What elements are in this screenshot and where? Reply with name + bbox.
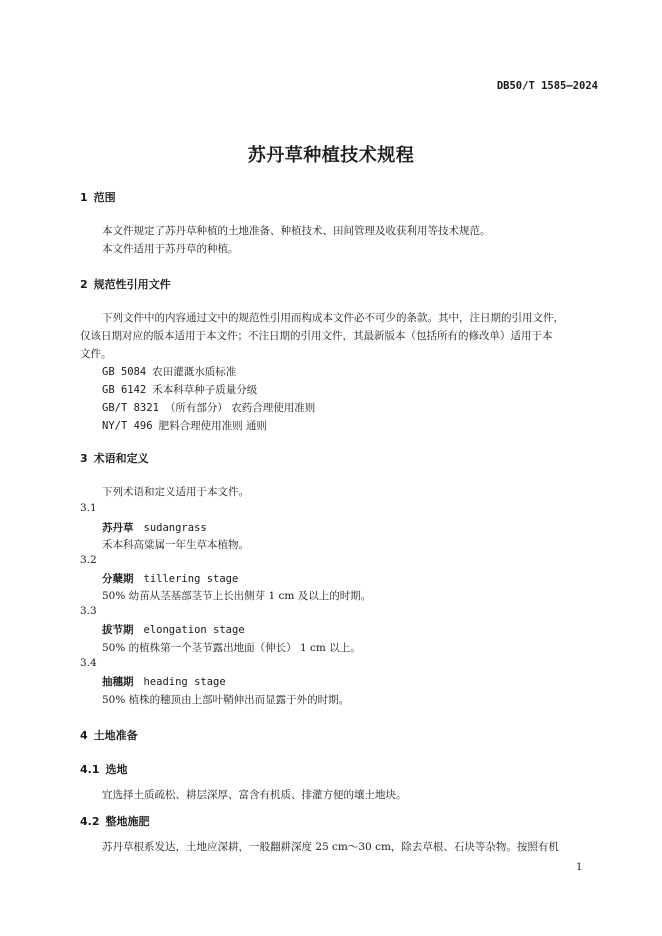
section-title: 规范性引用文件 [93, 278, 171, 291]
term-entry [102, 571, 238, 586]
section-number: 1 [80, 191, 88, 204]
term-chinese: 拔节期 [102, 624, 134, 636]
term-number: 3.4 [80, 657, 97, 669]
site-selection-paragraph: 宜选择土质疏松、耕层深厚、富含有机质、排灌方便的壤土地块。 [102, 789, 407, 801]
reference-title: 禾本科草种子质量分级 [152, 384, 258, 396]
subsection-title: 选地 [105, 763, 128, 776]
reference-title: （所有部分） 农药合理使用准则 [164, 402, 316, 414]
land-prep-paragraph: 苏丹草根系发达，土地应深耕，一般翻耕深度 25 cm～30 cm，除去草根、石块等杂物。按照有机 [102, 841, 559, 853]
document-title: 苏丹草种植技术规程 [247, 145, 415, 166]
subsection-4-1-heading [80, 761, 128, 777]
term-chinese: 抽穗期 [102, 676, 134, 688]
term-english: sudangrass [143, 522, 207, 534]
section-title: 土地准备 [93, 729, 138, 742]
term-number: 3.2 [80, 554, 97, 566]
reference-item [102, 418, 267, 433]
term-definition: 50% 植株的穗顶由上部叶鞘伸出而显露于外的时期。 [102, 694, 350, 706]
section-2-heading [80, 276, 171, 292]
section-number: 3 [80, 452, 88, 465]
section-3-heading [80, 450, 149, 466]
term-number: 3.1 [80, 502, 97, 514]
normative-paragraph-line-1: 下列文件中的内容通过文中的规范性引用而构成本文件必不可少的条款。其中，注日期的引用文件， [102, 312, 564, 324]
term-english: tillering stage [143, 573, 239, 585]
reference-title: 肥料合理使用准则 通则 [158, 420, 267, 432]
reference-code: GB/T 8321 [102, 402, 159, 414]
term-chinese: 苏丹草 [102, 522, 134, 534]
normative-paragraph-line-3: 文件。 [80, 348, 112, 360]
term-entry [102, 674, 226, 689]
reference-item [102, 382, 257, 397]
terms-intro: 下列术语和定义适用于本文件。 [102, 486, 249, 498]
section-number: 2 [80, 278, 88, 291]
section-1-heading [80, 189, 116, 205]
reference-item [102, 400, 315, 415]
reference-item [102, 364, 236, 379]
section-4-heading [80, 727, 138, 743]
reference-code: GB 5084 [102, 366, 147, 378]
scope-paragraph-1: 本文件规定了苏丹草种植的土地准备、种植技术、田间管理及收获利用等技术规范。 [102, 225, 491, 237]
term-definition: 50% 幼苗从茎基部茎节上长出侧芽 1 cm 及以上的时期。 [102, 590, 372, 602]
term-definition: 50% 的植株第一个茎节露出地面（伸长） 1 cm 以上。 [102, 642, 361, 654]
scope-paragraph-2: 本文件适用于苏丹草的种植。 [102, 243, 239, 255]
term-english: elongation stage [143, 624, 245, 636]
reference-code: NY/T 496 [102, 420, 153, 432]
subsection-4-2-heading [80, 813, 150, 829]
section-number: 4 [80, 729, 88, 742]
term-number: 3.3 [80, 605, 97, 617]
reference-code: GB 6142 [102, 384, 147, 396]
normative-paragraph-line-2: 仅该日期对应的版本适用于本文件；不注日期的引用文件，其最新版本（包括所有的修改单）适用于本 [80, 330, 553, 342]
section-title: 范围 [93, 191, 116, 204]
section-title: 术语和定义 [93, 452, 149, 465]
term-definition: 禾本科高粱属一年生草本植物。 [102, 539, 249, 551]
document-number: DB50/T 1585—2024 [496, 80, 598, 92]
subsection-number: 4.1 [80, 763, 100, 776]
reference-title: 农田灌溉水质标准 [152, 366, 237, 378]
term-chinese: 分蘖期 [102, 573, 134, 585]
page-number: 1 [576, 862, 583, 873]
subsection-title: 整地施肥 [105, 815, 150, 828]
term-english: heading stage [143, 676, 226, 688]
term-entry [102, 622, 245, 637]
subsection-number: 4.2 [80, 815, 100, 828]
term-entry [102, 520, 207, 535]
